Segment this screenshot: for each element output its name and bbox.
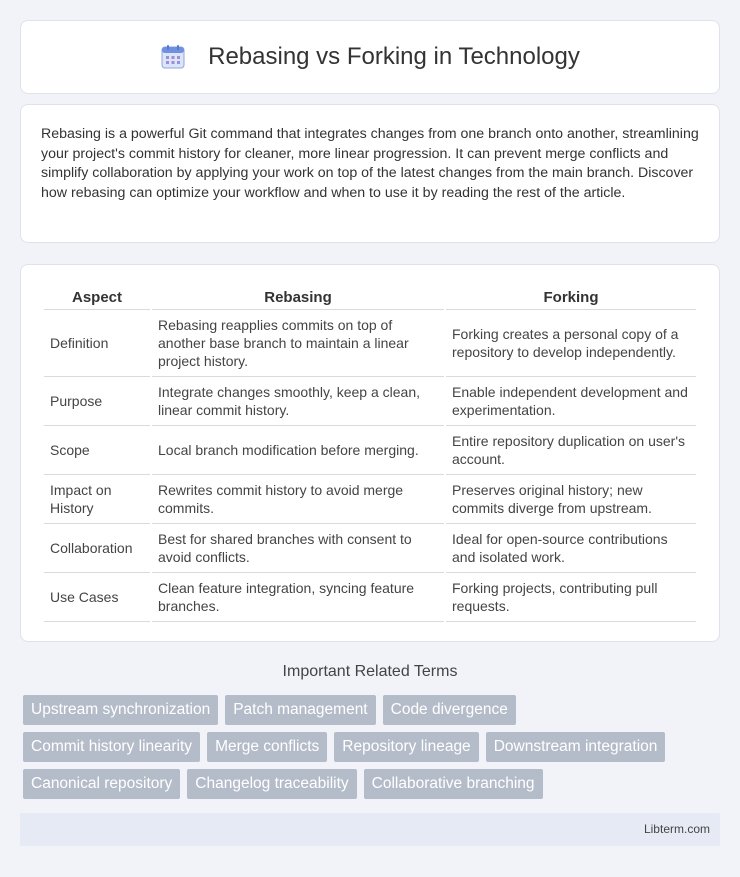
table-row [44, 573, 696, 622]
table-cell-aspect: Purpose [44, 377, 150, 426]
tag-row [23, 732, 723, 762]
table-row [44, 426, 696, 475]
tag-downstream-integration[interactable]: Downstream integration [486, 732, 666, 762]
table-cell-aspect: Scope [44, 426, 150, 475]
related-terms-list [23, 695, 723, 806]
header-card [20, 20, 720, 94]
table-row [44, 475, 696, 524]
related-terms-title: Important Related Terms [282, 663, 458, 680]
intro-text: Rebasing is a powerful Git command that integrates changes from one branch onto another, streamlining your project's commit history for cleaner, more linear progression. It can prevent merge conflicts and simplify collaboration by applying your work on top of the latest changes from the main branch. Discover how rebasing can optimize your workflow and when to use it by reading the rest of the article. [41, 126, 699, 201]
table-cell-rebasing: Rewrites commit history to avoid merge commits. [152, 475, 444, 524]
table-cell-aspect: Definition [44, 310, 150, 377]
table-cell-forking: Forking projects, contributing pull requests. [446, 573, 696, 622]
comparison-table-card [20, 264, 720, 642]
footer [20, 813, 720, 846]
table-row [44, 377, 696, 426]
table-header-row [44, 285, 696, 310]
tag-upstream-synchronization[interactable]: Upstream synchronization [23, 695, 218, 725]
table-row [44, 524, 696, 573]
tag-collaborative-branching[interactable]: Collaborative branching [364, 769, 543, 799]
tag-patch-management[interactable]: Patch management [225, 695, 375, 725]
calendar-icon [160, 44, 186, 70]
tag-row [23, 695, 723, 725]
intro-card [20, 104, 720, 243]
tag-commit-history-linearity[interactable]: Commit history linearity [23, 732, 200, 762]
tag-code-divergence[interactable]: Code divergence [383, 695, 516, 725]
tag-repository-lineage[interactable]: Repository lineage [334, 732, 478, 762]
page-title: Rebasing vs Forking in Technology [208, 43, 580, 70]
column-header-rebasing: Rebasing [152, 285, 444, 310]
tag-merge-conflicts[interactable]: Merge conflicts [207, 732, 327, 762]
table-cell-rebasing: Local branch modification before merging. [152, 426, 444, 475]
table-cell-forking: Ideal for open-source contributions and isolated work. [446, 524, 696, 573]
comparison-table [42, 285, 698, 622]
table-row [44, 310, 696, 377]
table-cell-aspect: Impact on History [44, 475, 150, 524]
tag-changelog-traceability[interactable]: Changelog traceability [187, 769, 356, 799]
table-cell-forking: Enable independent development and experimentation. [446, 377, 696, 426]
column-header-forking: Forking [446, 285, 696, 310]
table-cell-forking: Preserves original history; new commits diverge from upstream. [446, 475, 696, 524]
tag-canonical-repository[interactable]: Canonical repository [23, 769, 180, 799]
table-cell-rebasing: Best for shared branches with consent to avoid conflicts. [152, 524, 444, 573]
table-cell-aspect: Collaboration [44, 524, 150, 573]
footer-site-link[interactable]: Libterm.com [643, 822, 710, 836]
table-cell-rebasing: Rebasing reapplies commits on top of another base branch to maintain a linear project history. [152, 310, 444, 377]
table-cell-rebasing: Clean feature integration, syncing feature branches. [152, 573, 444, 622]
column-header-aspect: Aspect [44, 285, 150, 310]
table-cell-forking: Entire repository duplication on user's account. [446, 426, 696, 475]
tag-row [23, 769, 723, 799]
table-cell-forking: Forking creates a personal copy of a repository to develop independently. [446, 310, 696, 377]
table-cell-rebasing: Integrate changes smoothly, keep a clean, linear commit history. [152, 377, 444, 426]
table-cell-aspect: Use Cases [44, 573, 150, 622]
